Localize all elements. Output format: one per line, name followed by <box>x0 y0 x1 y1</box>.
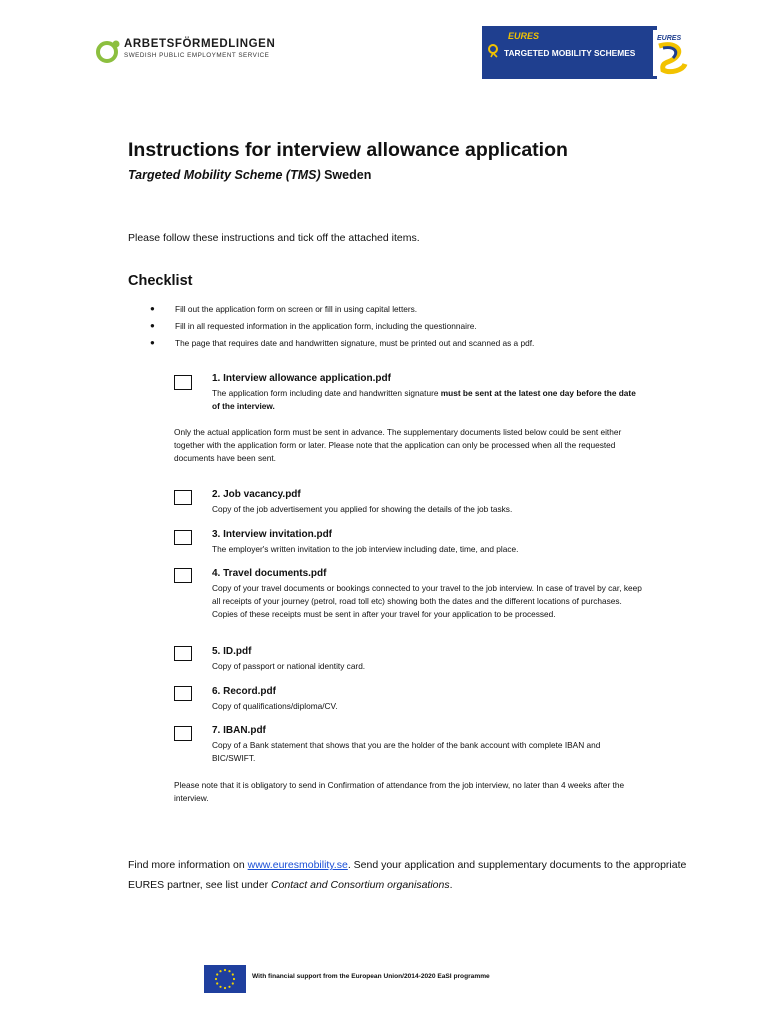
subtitle-country: Sweden <box>320 168 372 182</box>
item-description <box>212 387 642 413</box>
item-description: Copy of the job advertisement you applied for showing the details of the job tasks. <box>212 504 513 514</box>
bullet-icon: ● <box>150 304 155 313</box>
checkbox-job-vacancy[interactable] <box>174 490 192 505</box>
item-title: 2. Job vacancy.pdf <box>212 489 301 500</box>
bullet-icon: ● <box>150 321 155 330</box>
item-description: Copy of a Bank statement that shows that you are the holder of the bank account with complete IBAN and BIC/SWIFT. <box>212 740 601 763</box>
checkbox-travel-documents[interactable] <box>174 568 192 583</box>
item-desc-plain: The application form including date and handwritten signature <box>212 388 441 398</box>
checkbox-iban[interactable] <box>174 726 192 741</box>
bullet-item <box>150 338 534 355</box>
euresmobility-link[interactable]: www.euresmobility.se <box>247 859 348 871</box>
checkbox-record[interactable] <box>174 686 192 701</box>
bullet-item <box>150 321 534 338</box>
advance-note: Only the actual application form must be sent in advance. The supplementary documents listed below could be sent either together with the application form or later. Please note that the application can only be processed when all the requested documents have been sent. <box>174 427 622 463</box>
af-logo-subtitle: SWEDISH PUBLIC EMPLOYMENT SERVICE <box>124 52 270 59</box>
af-logo-mark-icon <box>96 38 122 64</box>
bullet-icon: ● <box>150 338 155 347</box>
checklist-bullets <box>150 304 534 355</box>
footer-suffix: . <box>449 879 453 891</box>
eures-tms-banner <box>482 26 688 79</box>
af-logo-name: ARBETSFÖRMEDLINGEN <box>124 38 276 50</box>
bullet-item <box>150 304 534 321</box>
checklist-heading: Checklist <box>128 273 193 289</box>
footer-contact-reference: Contact and Consortium organisations <box>271 879 450 891</box>
attendance-note: Please note that it is obligatory to send in Confirmation of attendance from the job interview, no later than 4 weeks after the interview. <box>174 780 625 803</box>
subtitle-scheme: Targeted Mobility Scheme (TMS) <box>128 168 321 182</box>
footer-middle: . Send your application and supplementary documents to the appropriate EURES partner, see list under <box>128 859 687 891</box>
checkbox-id[interactable] <box>174 646 192 661</box>
item-title: 1. Interview allowance application.pdf <box>212 373 391 384</box>
item-title: 3. Interview invitation.pdf <box>212 529 333 540</box>
item-title: 7. IBAN.pdf <box>212 725 266 736</box>
item-description: Copy of your travel documents or bookings connected to your travel to the job interview. In case of travel by car, keep all receipts of your journey (petrol, road toll etc) showing both the dates and the different locations of purchases. Copies of these receipts must be sent in after your travel for your application to be processed. <box>212 583 642 619</box>
footer-info <box>128 855 688 895</box>
eures-logo-icon <box>653 30 689 76</box>
eu-support-text: With financial support from the European Union/2014-2020 EaSI programme <box>252 973 490 980</box>
checkbox-interview-invitation[interactable] <box>174 530 192 545</box>
eures-banner-box <box>482 26 657 79</box>
item-title: 4. Travel documents.pdf <box>212 568 327 579</box>
eu-flag-icon <box>204 965 246 993</box>
eures-banner-label: EURES <box>508 31 540 41</box>
checkbox-application[interactable] <box>174 375 192 390</box>
bullet-text: Fill out the application form on screen or fill in using capital letters. <box>175 304 418 314</box>
arbetsformedlingen-logo <box>96 38 296 64</box>
footer-prefix: Find more information on <box>128 859 248 871</box>
bullet-text: Fill in all requested information in the application form, including the questionnaire. <box>175 321 477 331</box>
item-desc-bold: must be sent at the latest one day before the date of the interview. <box>212 388 636 411</box>
page-title: Instructions for interview allowance application <box>128 139 568 161</box>
eures-banner-title: TARGETED MOBILITY SCHEMES <box>504 48 636 58</box>
item-title: 5. ID.pdf <box>212 646 252 657</box>
page-subtitle <box>128 168 371 182</box>
location-pin-icon <box>487 44 501 58</box>
item-description: The employer's written invitation to the job interview including date, time, and place. <box>212 544 519 554</box>
item-description: Copy of passport or national identity card. <box>212 661 366 671</box>
item-description: Copy of qualifications/diploma/CV. <box>212 701 338 711</box>
intro-text: Please follow these instructions and tick off the attached items. <box>128 232 420 244</box>
svg-text:EURES: EURES <box>657 35 682 42</box>
bullet-text: The page that requires date and handwritten signature, must be printed out and scanned as a pdf. <box>175 338 535 348</box>
item-title: 6. Record.pdf <box>212 686 276 697</box>
